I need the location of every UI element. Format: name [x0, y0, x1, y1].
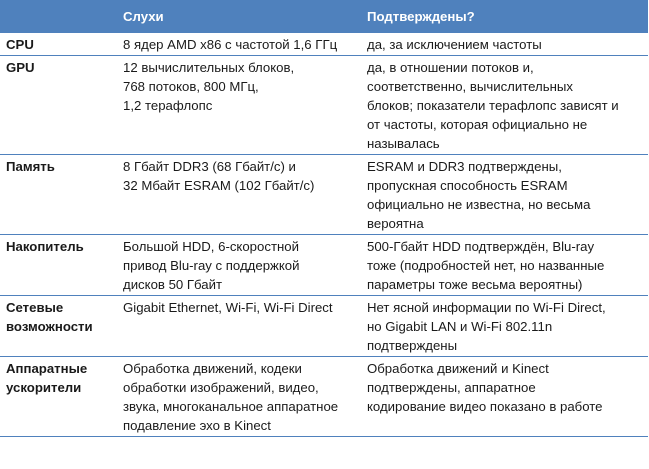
- rumors-cell: [117, 56, 361, 155]
- rumors-cell-line: Большой HDD, 6-скоростной: [123, 239, 299, 254]
- header-rumors: Слухи: [117, 0, 361, 33]
- confirmed-cell: [361, 155, 648, 235]
- rumors-cell: [117, 296, 361, 357]
- confirmed-cell-line: параметры тоже весьма вероятны): [367, 277, 583, 292]
- feature-cell-line: ускорители: [6, 380, 82, 395]
- table-row: [0, 33, 648, 56]
- confirmed-cell: [361, 235, 648, 296]
- confirmed-cell-line: блоков; показатели терафлопс зависят и: [367, 98, 619, 113]
- confirmed-cell: [361, 56, 648, 155]
- rumors-cell-line: 8 ядер AMD x86 с частотой 1,6 ГГц: [123, 37, 338, 52]
- rumors-cell-line: звука, многоканальное аппаратное: [123, 399, 339, 414]
- confirmed-cell-line: подтверждены, аппаратное: [367, 380, 536, 395]
- rumors-cell: [117, 235, 361, 296]
- feature-cell: [0, 155, 117, 235]
- rumors-cell-line: дисков 50 Гбайт: [123, 277, 223, 292]
- table-row: [0, 296, 648, 357]
- confirmed-cell-line: называлась: [367, 136, 440, 151]
- confirmed-cell-line: да, за исключением частоты: [367, 37, 542, 52]
- confirmed-cell: [361, 33, 648, 56]
- confirmed-cell-line: 500-Гбайт HDD подтверждён, Blu-ray: [367, 239, 595, 254]
- rumors-cell-line: Gigabit Ethernet, Wi-Fi, Wi-Fi Direct: [123, 300, 333, 315]
- confirmed-cell-line: подтверждены: [367, 338, 458, 353]
- confirmed-cell-line: но Gigabit LAN и Wi-Fi 802.11n: [367, 319, 553, 334]
- rumors-cell-line: 8 Гбайт DDR3 (68 Гбайт/с) и: [123, 159, 296, 174]
- feature-cell-line: CPU: [6, 37, 34, 52]
- rumors-cell: [117, 357, 361, 437]
- table-row: [0, 357, 648, 437]
- feature-cell: [0, 357, 117, 437]
- confirmed-cell-line: Нет ясной информации по Wi-Fi Direct,: [367, 300, 606, 315]
- table-body: [0, 33, 648, 437]
- rumors-cell-line: подавление эхо в Kinect: [123, 418, 271, 433]
- header-confirmed: Подтверждены?: [361, 0, 648, 33]
- confirmed-cell-line: от частоты, которая официально не: [367, 117, 588, 132]
- table-row: [0, 235, 648, 296]
- feature-cell-line: возможности: [6, 319, 93, 334]
- rumors-cell-line: 12 вычислительных блоков,: [123, 60, 295, 75]
- confirmed-cell-line: ESRAM и DDR3 подтверждены,: [367, 159, 562, 174]
- confirmed-cell-line: Обработка движений и Kinect: [367, 361, 549, 376]
- confirmed-cell-line: пропускная способность ESRAM: [367, 178, 568, 193]
- table-row: [0, 155, 648, 235]
- table-header: [0, 0, 648, 33]
- confirmed-cell: [361, 296, 648, 357]
- confirmed-cell-line: тоже (подробностей нет, но названные: [367, 258, 605, 273]
- confirmed-cell-line: официально не известна, но весьма: [367, 197, 591, 212]
- feature-cell-line: Сетевые: [6, 300, 64, 315]
- feature-cell: [0, 296, 117, 357]
- table-row: [0, 56, 648, 155]
- rumors-cell-line: 1,2 терафлопс: [123, 98, 213, 113]
- rumors-cell-line: привод Blu-ray с поддержкой: [123, 258, 300, 273]
- confirmed-cell-line: соответственно, вычислительных: [367, 79, 573, 94]
- header-row: [0, 0, 648, 33]
- rumors-cell-line: 32 Мбайт ESRAM (102 Гбайт/с): [123, 178, 315, 193]
- confirmed-cell-line: да, в отношении потоков и,: [367, 60, 534, 75]
- feature-cell: [0, 56, 117, 155]
- confirmed-cell: [361, 357, 648, 437]
- confirmed-cell-line: кодирование видео показано в работе: [367, 399, 603, 414]
- feature-cell: [0, 33, 117, 56]
- rumors-cell-line: Обработка движений, кодеки: [123, 361, 302, 376]
- rumors-cell-line: обработки изображений, видео,: [123, 380, 319, 395]
- rumors-cell-line: 768 потоков, 800 МГц,: [123, 79, 259, 94]
- rumors-cell: [117, 155, 361, 235]
- feature-cell-line: Аппаратные: [6, 361, 88, 376]
- rumors-cell: [117, 33, 361, 56]
- feature-cell-line: Память: [6, 159, 55, 174]
- feature-cell-line: GPU: [6, 60, 35, 75]
- confirmed-cell-line: вероятна: [367, 216, 424, 231]
- feature-cell: [0, 235, 117, 296]
- feature-cell-line: Накопитель: [6, 239, 84, 254]
- header-feature: [0, 0, 117, 33]
